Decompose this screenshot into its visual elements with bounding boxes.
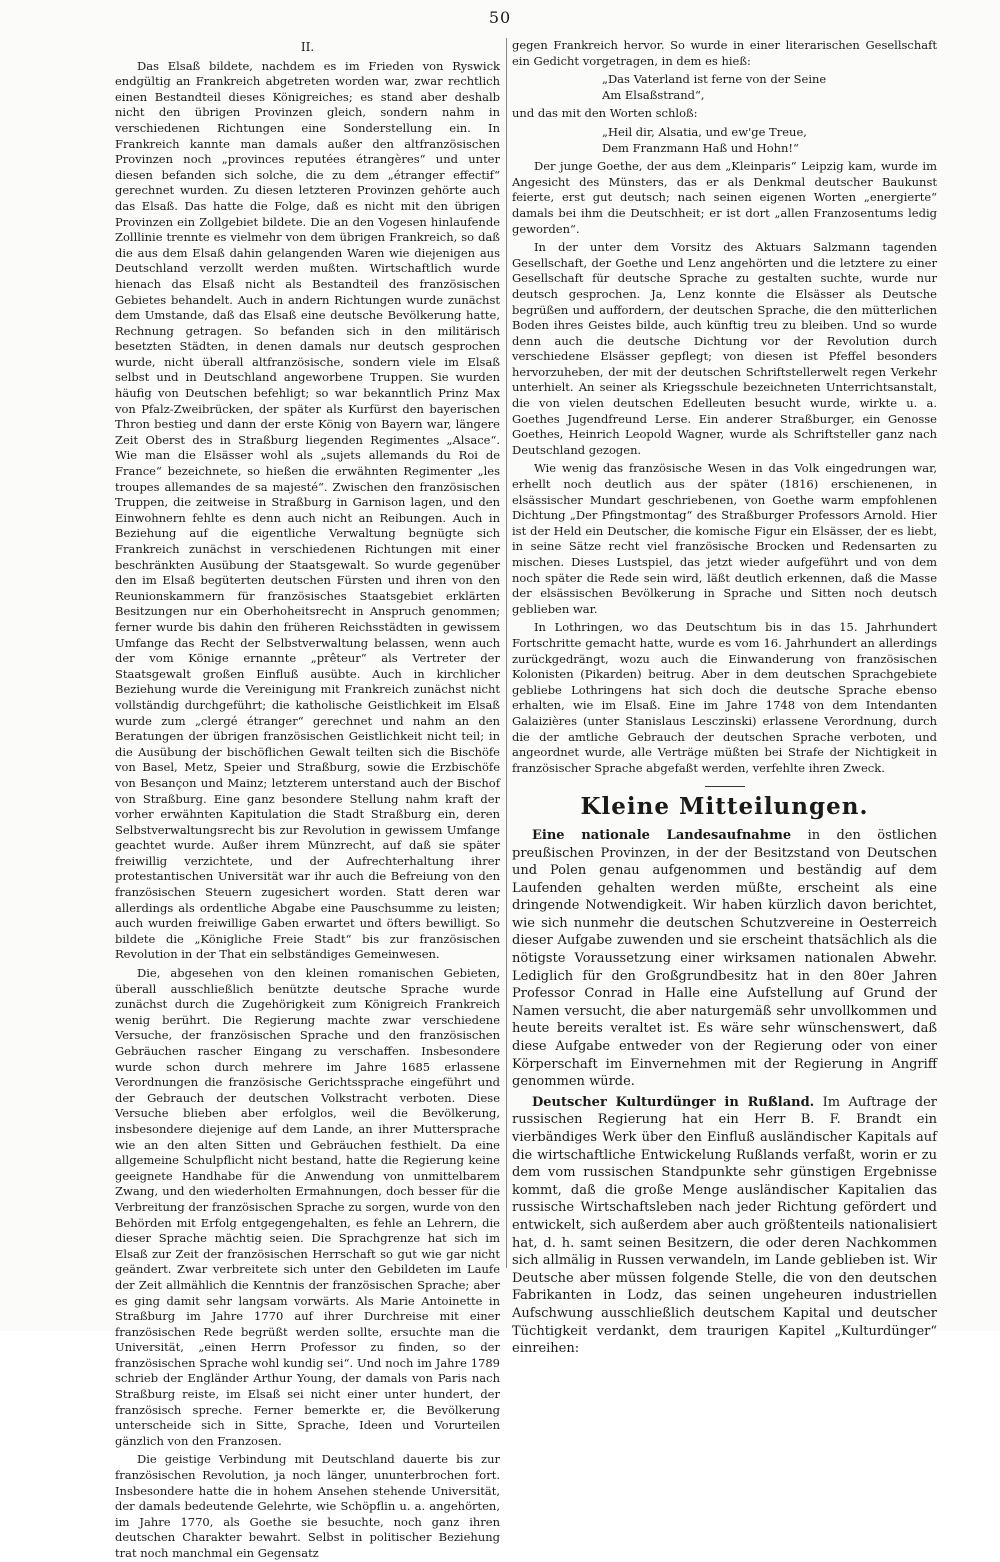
news-heading: Eine nationale Landesaufnahme — [532, 827, 792, 843]
poem-link-text: und das mit den Worten schloß: — [512, 106, 698, 121]
poem-line: „Das Vaterland ist ferne von der Seine — [602, 72, 827, 87]
news-item — [512, 1094, 937, 1358]
separator-rule — [705, 786, 745, 787]
news-items — [512, 827, 937, 1358]
section-number: II. — [300, 40, 315, 54]
right-column — [512, 38, 937, 1358]
paragraph: Die geistige Verbindung mit Deutschland dauerte bis zur französischen Revolution, ja noch länger, ununterbrochen fort. Insbesondere hatte die in hohem Ansehen stehende Universität, der damals bedeutende Gelehrte, wie Schöpflin u. a. angehörten, im Jahre 1770, als Goethe sie besuchte, noch ganz ihren deutschen Charakter bewahrt. Selbst in politischer Beziehung trat noch manchmal ein Gegensatz — [115, 1452, 500, 1560]
news-heading: Deutscher Kulturdünger in Rußland. — [532, 1094, 815, 1110]
news-item — [512, 827, 937, 1091]
poem-line: Am Elsaßstrand“, — [602, 87, 705, 102]
section-title: Kleine Mitteilungen. — [580, 793, 869, 821]
paragraph: Die, abgesehen von den kleinen romanischen Gebieten, überall ausschließlich benützte deutsche Sprache wurde zunächst durch die Zugehörigkeit zum Königreich Frankreich wenig berührt. Die Regierung machte zwar verschiedene Versuche, der französischen Sprache und den französischen Gebräuchen rascher Eingang zu verschaffen. Insbesondere wurde schon durch mehrere im Jahre 1685 erlassene Verordnungen die französische Gerichtssprache eingeführt und der Gebrauch der deutschen Volkstracht verboten. Diese Versuche blieben aber erfolglos, weil die Bevölkerung, insbesondere diejenige auf dem Lande, an ihrer Muttersprache wie an den alten Sitten und Gebräuchen festhielt. Da eine allgemeine Schulpflicht nicht bestand, hatte die Regierung keine geeignete Handhabe für die Anwendung von unmittelbarem Zwang, und den wiederholten Ermahnungen, doch besser für die Verbreitung der französischen Sprache zu sorgen, wurde von den Behörden mit Erfolg entgegengehalten, es fehle an Lehrern, die dieser Sprache mächtig seien. Die Sprachgrenze hat sich im Elsaß zur Zeit der französischen Herrschaft so gut wie gar nicht geändert. Zwar verbreitete sich unter den Gebildeten im Laufe der Zeit allmählich die Kenntnis der französischen Sprache; aber es ging damit sehr langsam vorwärts. Als Marie Antoinette in Straßburg im Jahre 1770 auf ihrer Durchreise mit einer französischen Rede begrüßt werden sollte, ersuchte man die Universität, „einen Herrn Professor zu finden, so der französischen Sprache wohl kundig sei“. Und noch im Jahre 1789 schrieb der Engländer Arthur Young, der damals von Paris nach Straßburg reiste, im Elsaß sei nicht einer unter hundert, der französisch spreche. Ferner bemerkte er, die Bevölkerung unterscheide sich in Sitte, Sprache, Ideen und Vorurteilen gänzlich von den Franzosen. — [115, 966, 500, 1448]
paragraph: Das Elsaß bildete, nachdem es im Frieden von Ryswick endgültig an Frankreich abgetreten worden war, zwar rechtlich einen Bestandteil dieses Königreiches; es stand aber deshalb nicht den übrigen Provinzen gleich, sondern nahm in verschiedenen Richtungen eine Sonderstellung ein. In Frankreich kannte man damals außer den altfranzösischen Provinzen noch „provinces reputées étrangères“ und unter diesen befanden sich solche, die zu dem „étranger effectif“ gerechnet wurden. Zu diesen letzteren Provinzen gehörte auch das Elsaß. Das hatte die Folge, daß es nicht mit den übrigen Provinzen ein Zollgebiet bildete. Die an den Vogesen hinlaufende Zolllinie trennte es vielmehr von dem übrigen Frankreich, so daß die aus dem Elsaß dahin gelangenden Waren wie diejenigen aus Deutschland verzollt werden mußten. Wirtschaftlich wurde hienach das Elsaß nicht als Bestandteil des französischen Gebietes behandelt. Auch in andern Richtungen wurde zunächst dem Umstande, daß das Elsaß eine deutsche Bevölkerung hatte, Rechnung getragen. So befanden sich in den militärisch besetzten Städten, in denen damals nur deutsch gesprochen wurde, nicht überall altfranzösische, sondern viele im Elsaß selbst und in Deutschland angeworbene Truppen. Sie wurden häufig von Deutschen befehligt; so war bekanntlich Prinz Max von Pfalz-Zweibrücken, der später als Kurfürst den bayerischen Thron bestieg und dann der erste König von Bayern war, längere Zeit Oberst des in Straßburg liegenden Regimentes „Alsace“. Wie man die Elsässer wohl als „sujets allemands du Roi de France“ bezeichnete, so hießen die erwähnten Regimenter „les troupes allemandes de sa majesté“. Zwischen den französischen Truppen, die zeitweise in Straßburg in Garnison lagen, und den Einwohnern fehlte es denn auch nicht an Reibungen. Auch in Beziehung auf die eigentliche Verwaltung begnügte sich Frankreich zunächst in verschiedenen Richtungen mit einer beschränkten Ausübung der Staatsgewalt. So wurde gegenüber den im Elsaß begüterten deutschen Fürsten und ihren von den Reunionskammern für französisches Staatsgebiet erklärten Besitzungen nur ein Oberhoheitsrecht in Anspruch genommen; ferner wurde bis dahin den früheren Reichsstädten in gewissem Umfange das Recht der Selbstverwaltung belassen, wenn auch der vom Könige ernannte „prêteur“ als Vertreter der Staatsgewalt großen Einfluß ausübte. Auch in kirchlicher Beziehung wurde die Vereinigung mit Frankreich zunächst nicht vollständig durchgeführt; die katholische Geistlichkeit im Elsaß wurde zum „clergé étranger“ gerechnet und nahm an den Beratungen der übrigen französischen Geistlichkeit nicht teil; in die Ausübung der bischöflichen Gewalt teilten sich die Bischöfe von Basel, Metz, Speier und Straßburg, sowie die Erzbischöfe von Besançon und Mainz; letzterem unterstand auch der Bischof von Straßburg. Eine ganz besondere Stellung nahm kraft der vorher erwähnten Kapitulation die Stadt Straßburg ein, deren Selbstverwaltungsrecht bis zur Revolution in gewissem Umfange geachtet wurde. Außer ihrem Münzrecht, auf daß sie später freiwillig verzichtete, und der Aufrechterhaltung ihrer protestantischen Universität war ihr auch die Befreiung von den französischen Steuern zugesichert worden. Statt deren war allerdings als ordentliche Abgabe eine Pauschsumme zu leisten; auch wurden freiwillige Gaben erwartet und öfters bewilligt. So bildete die „Königliche Freie Stadt“ bis zur französischen Revolution in der That ein selbständiges Gemeinwesen. — [115, 58, 500, 962]
page-number: 50 — [488, 8, 512, 27]
news-text: in den östlichen preußischen Provinzen, in der der Besitzstand von Deutschen und Polen genau aufgenommen und beständig auf dem Laufenden gehalten werden müßte, erscheint als eine dringende Notwendigkeit. Wir haben kürzlich davon berichtet, wie sich nunmehr die deutschen Schutzvereine in Oesterreich dieser Aufgabe zuwenden und sie erscheint thatsächlich als die nötigste Voraussetzung einer wirksamen nationalen Abwehr. Lediglich für den Großgrundbesitz hat in den 80er Jahren Professor Conrad in Halle eine Aufstellung auf Grund der Namen versucht, die aber naturgemäß sehr unvollkommen und heute bereits veraltet ist. Es wäre sehr wünschenswert, daß diese Aufgabe entweder von der Regierung oder von einer Körperschaft im Einvernehmen mit der Regierung in Angriff genommen würde. — [512, 827, 937, 1090]
paragraph: Der junge Goethe, der aus dem „Kleinparis“ Leipzig kam, wurde im Angesicht des Münsters, das er als Denkmal deutscher Baukunst feierte, erst gut deutsch; nach seinen eigenen Worten „energierte“ damals bei ihm die Deutschheit; er ist dort „allen Franzosentums ledig geworden“. — [512, 159, 937, 236]
column-divider — [506, 38, 507, 1268]
poem-quote — [512, 125, 937, 156]
paragraph: In der unter dem Vorsitz des Aktuars Salzmann tagenden Gesellschaft, der Goethe und Lenz angehörten und die letztere zu einer Gesellschaft für deutsche Sprache zu gestalten suchte, wurde nur deutsch gesprochen. Ja, Lenz konnte die Elsässer als Deutsche begrüßen und auffordern, der deutschen Sprache, die den mütterlichen Boden ihres Geistes bilde, auch künftig treu zu bleiben. Und so wurde denn auch die deutsche Dichtung vor der Revolution durch verschiedene Elsässer gepflegt; von diesen ist Pfeffel besonders hervorzuheben, der mit der deutschen Schriftstellerwelt regen Verkehr unterhielt. An seiner als Kriegsschule bezeichneten Unterrichtsanstalt, die von vielen deutschen Edelleuten besucht wurde, wirkte u. a. Goethes Jugendfreund Lerse. Ein anderer Straßburger, ein Genosse Goethes, Heinrich Leopold Wagner, wurde als Schriftsteller ganz nach Deutschland gezogen. — [512, 240, 937, 457]
poem-line: „Heil dir, Alsatia, und ew'ge Treue, — [602, 124, 807, 139]
poem-quote — [512, 72, 937, 103]
left-column — [115, 38, 500, 1562]
paragraph: Wie wenig das französische Wesen in das Volk eingedrungen war, erhellt noch deutlich aus der später (1816) erschienenen, in elsässischer Mundart geschriebenen, von Goethe warm empfohlenen Dichtung „Der Pfingstmontag“ des Straßburger Professors Arnold. Hier ist der Held ein Deutscher, die komische Figur ein Elsässer, der es liebt, in seine Sätze recht viel französische Brocken und Redensarten zu mischen. Dieses Lustspiel, das jetzt wieder aufgeführt und von dem noch später die Rede sein wird, läßt deutlich erkennen, daß die Masse der elsässischen Bevölkerung in Sprache und Sitten noch deutsch geblieben war. — [512, 461, 937, 616]
news-text: Im Auftrage der russischen Regierung hat ein Herr B. F. Brandt ein vierbändiges Werk über den Einfluß ausländischer Kapitals auf die wirtschaftliche Entwickelung Rußlands verfaßt, worin er zu dem vom russischen Standpunkte sehr günstigen Ergebnisse kommt, daß die große Menge ausländischer Kapitalien das russische Wirtschaftsleben nach jeder Richtung gefördert und entwickelt, sich außerdem aber auch größtenteils nationalisiert hat, d. h. samt seinen Besitzern, die oder deren Nachkommen sich allmälig in Russen verwandeln, im Lande geblieben ist. Wir Deutsche aber müssen folgende Stelle, die von den deutschen Fabrikanten in Lodz, das seinen ungeheuren industriellen Aufschwung ausschließlich deutschem Kapital und deutscher Tüchtigkeit verdankt, dem traurigen Kapitel „Kulturdünger“ einreihen: — [512, 1094, 937, 1357]
paragraph: In Lothringen, wo das Deutschtum bis in das 15. Jahrhundert Fortschritte gemacht hatte, wurde es vom 16. Jahrhundert an allerdings zurückgedrängt, wozu auch die Einwanderung von französischen Kolonisten (Pikarden) beitrug. Aber in dem deutschen Sprachgebiete gebliebe Lothringens hat sich doch die deutsche Sprache ebenso erhalten, wie im Elsaß. Eine im Jahre 1748 von dem Intendanten Galaizières (unter Stanislaus Lesczinski) erlassene Verordnung, durch die der amtliche Gebrauch der deutschen Sprache verboten, und angeordnet wurde, alle Verträge müßten bei Strafe der Nichtigkeit in französischer Sprache abgefaßt werden, verfehlte ihren Zweck. — [512, 620, 937, 775]
continuation-paragraph: gegen Frankreich hervor. So wurde in einer literarischen Gesellschaft ein Gedicht vorgetragen, in dem es hieß: — [512, 38, 937, 68]
poem-line: Dem Franzmann Haß und Hohn!“ — [602, 140, 799, 155]
